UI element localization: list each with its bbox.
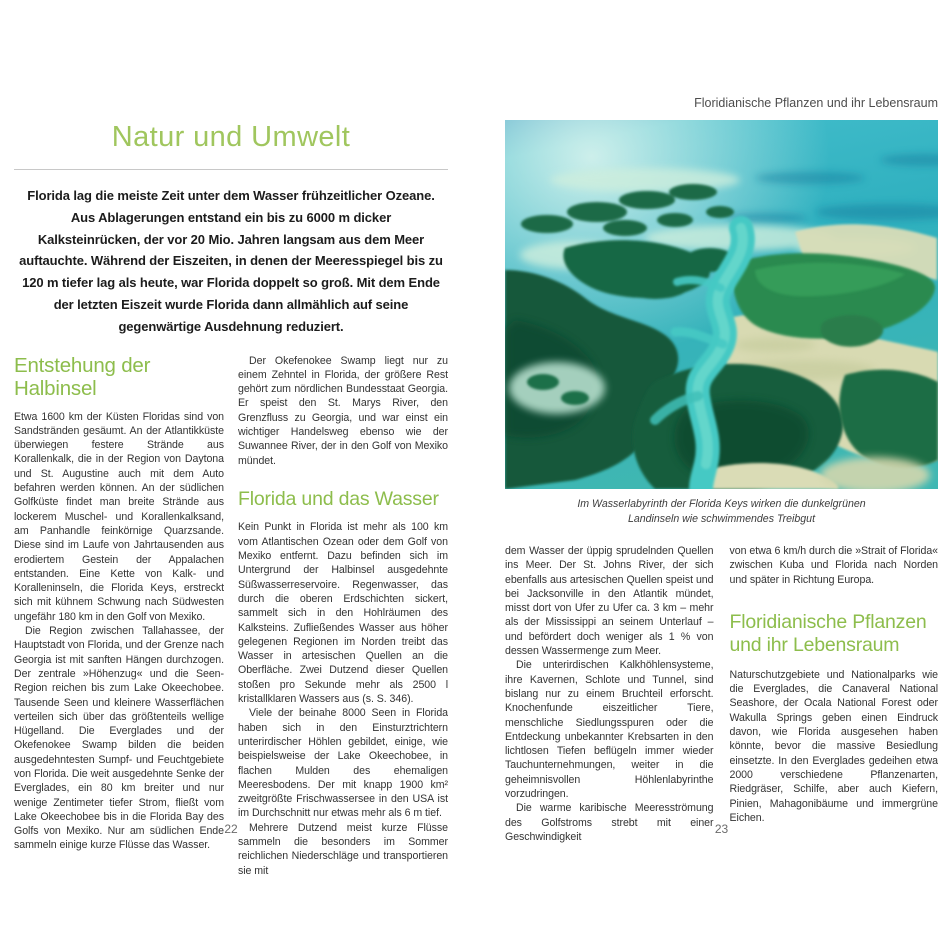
section-heading-entstehung (14, 354, 224, 401)
paragraph: von etwa 6 km/h durch die »Strait of Florida« zwischen Kuba und Florida nach Norden und später in Richtung Europa. (729, 545, 938, 586)
paragraph: dem Wasser der üppig sprudelnden Quellen ins Meer. Der St. Johns River, der sich ebenfalls aus artesischen Quellen speist und bei Jacksonville in den Atlantik mündet, misst dort von Ufer zu Ufer ca. 3 km – mehr als der Mississippi an seinem Unterlauf – und befördert doch weniger als 1 % von dessen Wassermenge zum Meer. (505, 545, 714, 658)
chapter-title: Natur und Umwelt (111, 121, 351, 153)
right-column-1 (505, 544, 714, 844)
page-number-left: 22 (224, 822, 238, 836)
right-page-columns (505, 544, 938, 844)
paragraph: Die warme karibische Meeresströmung des Golfstroms strebt mit einer Geschwindigkeit (505, 802, 714, 843)
page-number-right: 23 (714, 822, 729, 836)
running-header: Floridianische Pflanzen und ihr Lebensraum (694, 96, 938, 110)
paragraph: Naturschutzgebiete und Nationalparks wie die Everglades, die Canaveral National Seashore, der Ocala National Forest oder Wakulla Springs geben einen Eindruck davon, wie Florida ausgesehen haben könnte, bevor die massive Besiedlung einsetzte. In den Everglades gedeihen etwa 2000 verschiedene Pflanzenarten, Riedgräser, Schilfe, aber auch Kiefern, Pinien, Mahagonibäume und immergrüne Eichen. (729, 668, 938, 824)
aerial-photo-graphic (505, 120, 938, 489)
heading-line: und ihr Lebensraum (729, 634, 900, 657)
paragraph: Etwa 1600 km der Küsten Floridas sind von Sandstränden gesäumt. An der Atlantikküste überwiegen festere Strände aus Korallenkalk, die in der Region von Daytona und St. Augustine auch mit dem Auto befahren werden können. An der südlichen Golfküste findet man breite Strände aus lockerem Muschel- und Korallenkalksand, am Panhandle feinkörnige Quarzsande. Diese sind im Laufe von Jahrtausenden aus erodiertem Gestein der Appalachen entstanden. Eine Kette von Kalk- und Koralleninseln, die Florida Keys, erstreckt sich mit kühnem Schwung nach Südwesten ungefähr 180 km in den Golf von Mexiko. (14, 410, 224, 623)
photo-caption (505, 497, 938, 526)
paragraph: Viele der beinahe 8000 Seen in Florida haben sich in den Einsturztrichtern unterirdischer Höhlen gebildet, einige, wie beispielsweise der Lake Okeechobee, in flachen Mulden des ehemaligen Meeresbodens. Der mit knapp 1900 km² zweitgrößte Frischwassersee in den USA ist im Durchschnitt nur etwas mehr als 6 m tief. (238, 707, 448, 820)
paragraph: Mehrere Dutzend meist kurze Flüsse sammeln die besonders im Sommer reichlichen Niederschläge und transportieren sie mit (238, 821, 448, 877)
left-column-1 (14, 354, 224, 878)
section-heading-pflanzen (730, 611, 939, 658)
heading-line: Entstehung der (14, 353, 151, 377)
florida-keys-aerial-photo (505, 120, 938, 489)
right-page (505, 96, 938, 844)
paragraph: Die unterirdischen Kalkhöhlensysteme, ihre Kavernen, Schlote und Tunnel, sind bislang nur zu einem Bruchteil erforscht. Knochenfunde eiszeitlicher Tiere, menschliche Siedlungsspuren oder die Entdeckung unbekannter Krebsarten in den lichtlosen Tiefen beflügeln immer wieder Tauchunternehmungen, weiter in die geheimnisvollen Höhlenlabyrinthe vorzudringen. (505, 659, 714, 801)
left-page (14, 96, 448, 878)
heading-line: Floridianische Pflanzen (729, 610, 927, 633)
left-page-columns (14, 354, 448, 878)
paragraph: Kein Punkt in Florida ist mehr als 100 km vom Atlantischen Ozean oder dem Golf von Mexiko entfernt. Dazu befinden sich im Untergrund der Halbinsel ausgedehnte Süßwasserreservoire. Regenwasser, das durch die oberen Erdschichten sickert, sammelt sich in den Hohlräumen des Kalksteins. Zufließendes Wasser aus höher gelegenen Regionen im Norden treibt das Wasser in artesischen Quellen an die Oberfläche. Zwei Dutzend dieser Quellen stoßen pro Sekunde mehr als 2500 l kristallklaren Wassers aus (s. S. 346). (238, 521, 448, 706)
section-heading-wasser: Florida und das Wasser (238, 487, 439, 510)
paragraph: Der Okefenokee Swamp liegt nur zu einem Zehntel in Florida, der größere Rest gehört zum nördlichen Bundesstaat Georgia. Er speist den St. Marys River, den Grenzfluss zu Georgia, und war einst ein wichtiger Handelsweg ebenso wie der Suwannee River, der in den Golf von Mexiko mündet. (238, 354, 448, 467)
title-divider (14, 169, 448, 170)
intro-paragraph: Florida lag die meiste Zeit unter dem Wasser frühzeitlicher Ozeane. Aus Ablagerungen entstand ein bis zu 6000 m dicker Kalksteinrücken, der vor 20 Mio. Jahren langsam aus dem Meer auftauchte. Während der Eiszeiten, in denen der Meeresspiegel bis zu 120 m tiefer lag als heute, war Florida doppelt so groß. Mit dem Ende der letzten Eiszeit wurde Florida dann allmählich auf seine gegenwärtige Ausdehnung reduziert. (19, 188, 443, 334)
heading-line: Halbinsel (14, 377, 97, 401)
right-column-2 (730, 544, 939, 844)
caption-line: Im Wasserlabyrinth der Florida Keys wirken die dunkelgrünen (577, 498, 866, 510)
paragraph: Die Region zwischen Tallahassee, der Hauptstadt von Florida, und der Grenze nach Georgia ist mit sanften Hängen durchzogen. Der zentrale »Höhenzug« und die Seen-Region reichen bis zum Lake Okeechobee. Tausende Seen und kleinere Wasserflächen verteilen sich über das größtenteils wellige Hügelland. Die Everglades und der Okefenokee Swamp bilden die beiden ausgedehntesten Sumpf- und Feuchtgebiete von Florida. Die weit ausgedehnte Senke der Everglades, ein 80 km breiter und nur wenige Zentimeter tiefer Strom, fließt vom Lake Okeechobee bis in die Florida Bay des Golfs von Mexiko. Nur am südlichen Ende sammeln einige kurze Flüsse das Wasser. (14, 625, 224, 852)
caption-line: Landinseln wie schwimmendes Treibgut (627, 512, 816, 525)
left-column-2 (238, 354, 448, 878)
